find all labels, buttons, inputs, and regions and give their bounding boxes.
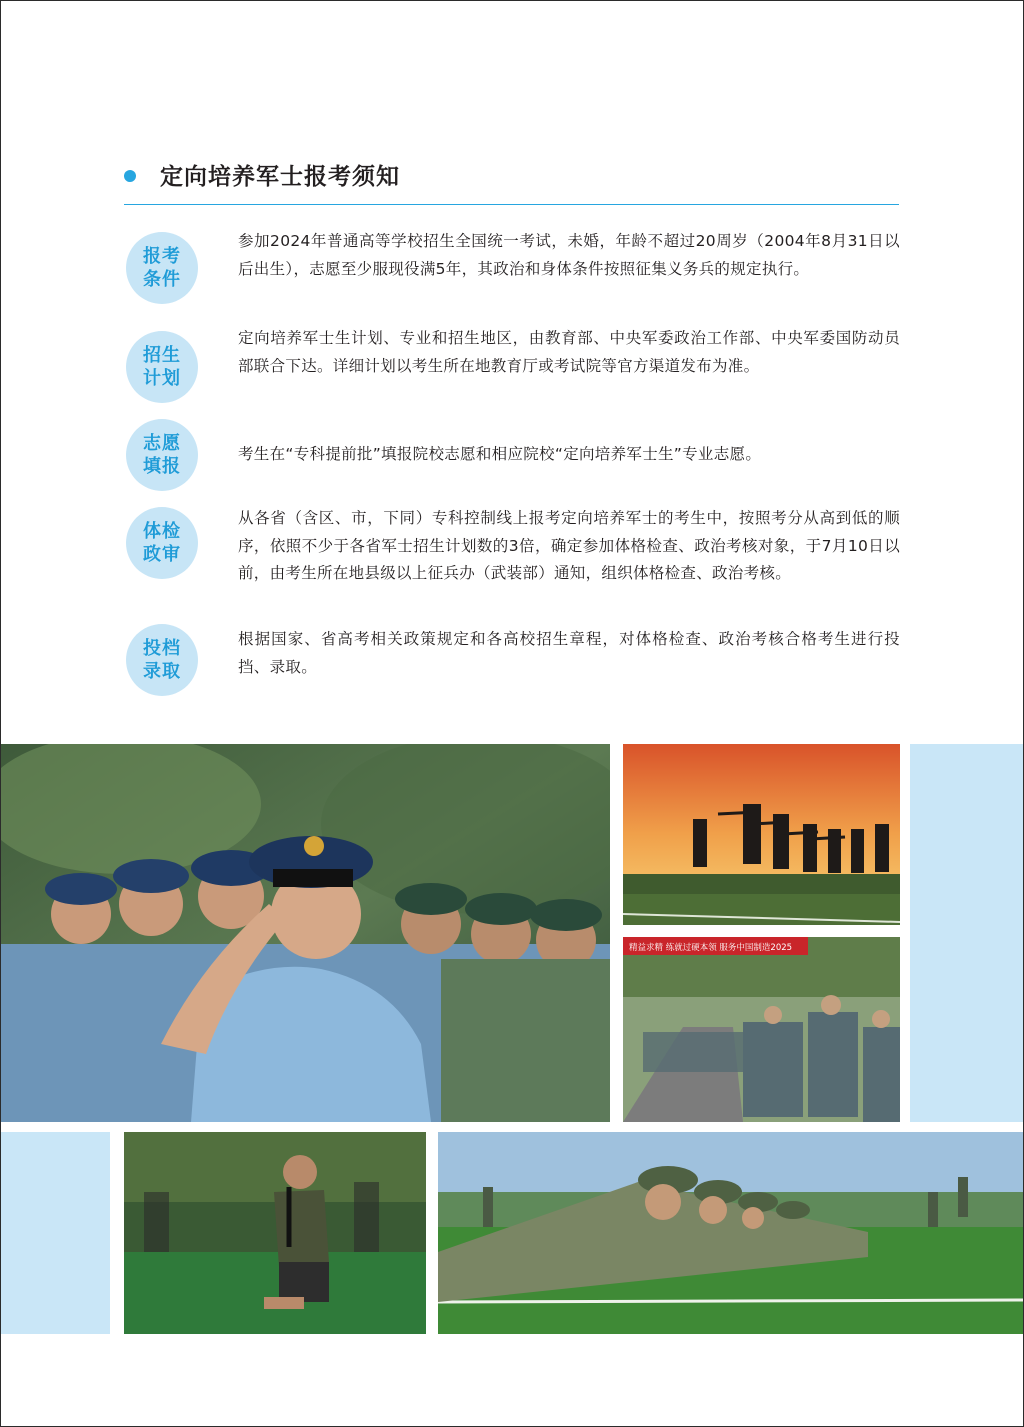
photo-marching-camouflage (623, 937, 900, 1122)
badge-line2: 条件 (143, 269, 181, 290)
bullet-dot-icon (124, 170, 136, 182)
photo-kneeling-rifle (124, 1132, 426, 1334)
item-text: 定向培养军士生计划、专业和招生地区，由教育部、中央军委政治工作部、中央军委国防动员部联合下达。详细计划以考生所在地教育厅或考试院等官方渠道发布为准。 (238, 329, 900, 375)
decorative-block-right (910, 744, 1023, 1122)
photo-prone-field (438, 1132, 1023, 1334)
decorative-block-left (1, 1132, 110, 1334)
badge-physical-political (126, 507, 198, 579)
badge-line1: 投档 (143, 638, 181, 659)
badge-line1: 志愿 (143, 433, 181, 454)
item-text: 从各省（含区、市，下同）专科控制线上报考定向培养军士的考生中，按照考分从高到低的顺序，依照不少于各省军士招生计划数的3倍，确定参加体格检查、政治考核对象，于7月10日以前，由考生所在地县级以上征兵办（武装部）通知，组织体格检查、政治考核。 (238, 509, 900, 582)
badge-line2: 录取 (143, 661, 181, 682)
badge-line1: 报考 (143, 246, 181, 267)
banner-text: 精益求精 练就过硬本领 服务中国制造2025 (629, 943, 793, 953)
info-item-exam-conditions (124, 228, 899, 312)
item-text: 考生在“专科提前批”填报院校志愿和相应院校“定向培养军士生”专业志愿。 (238, 445, 762, 463)
info-item-admission (124, 624, 899, 700)
item-text: 参加2024年普通高等学校招生全国统一考试，未婚，年龄不超过20周岁（2004年8月31日以后出生），志愿至少服现役满5年，其政治和身体条件按照征集义务兵的规定执行。 (238, 232, 900, 278)
badge-line1: 招生 (143, 345, 181, 366)
item-text: 根据国家、省高考相关政策规定和各高校招生章程，对体格检查、政治考核合格考生进行投挡、录取。 (238, 630, 900, 676)
section-header (124, 160, 899, 205)
photo-sunset-drill (623, 744, 900, 925)
info-item-application (124, 419, 899, 495)
info-item-enrollment-plan (124, 325, 899, 409)
badge-line2: 政审 (143, 544, 181, 565)
badge-line1: 体检 (143, 521, 181, 542)
section-title: 定向培养军士报考须知 (160, 164, 400, 190)
badge-line2: 计划 (143, 368, 181, 389)
badge-admission (126, 624, 198, 696)
badge-line2: 填报 (143, 456, 181, 477)
badge-enrollment-plan (126, 331, 198, 403)
photo-saluting-cadets (1, 744, 610, 1122)
badge-application (126, 419, 198, 491)
info-item-physical-political (124, 505, 899, 615)
badge-exam-conditions (126, 232, 198, 304)
